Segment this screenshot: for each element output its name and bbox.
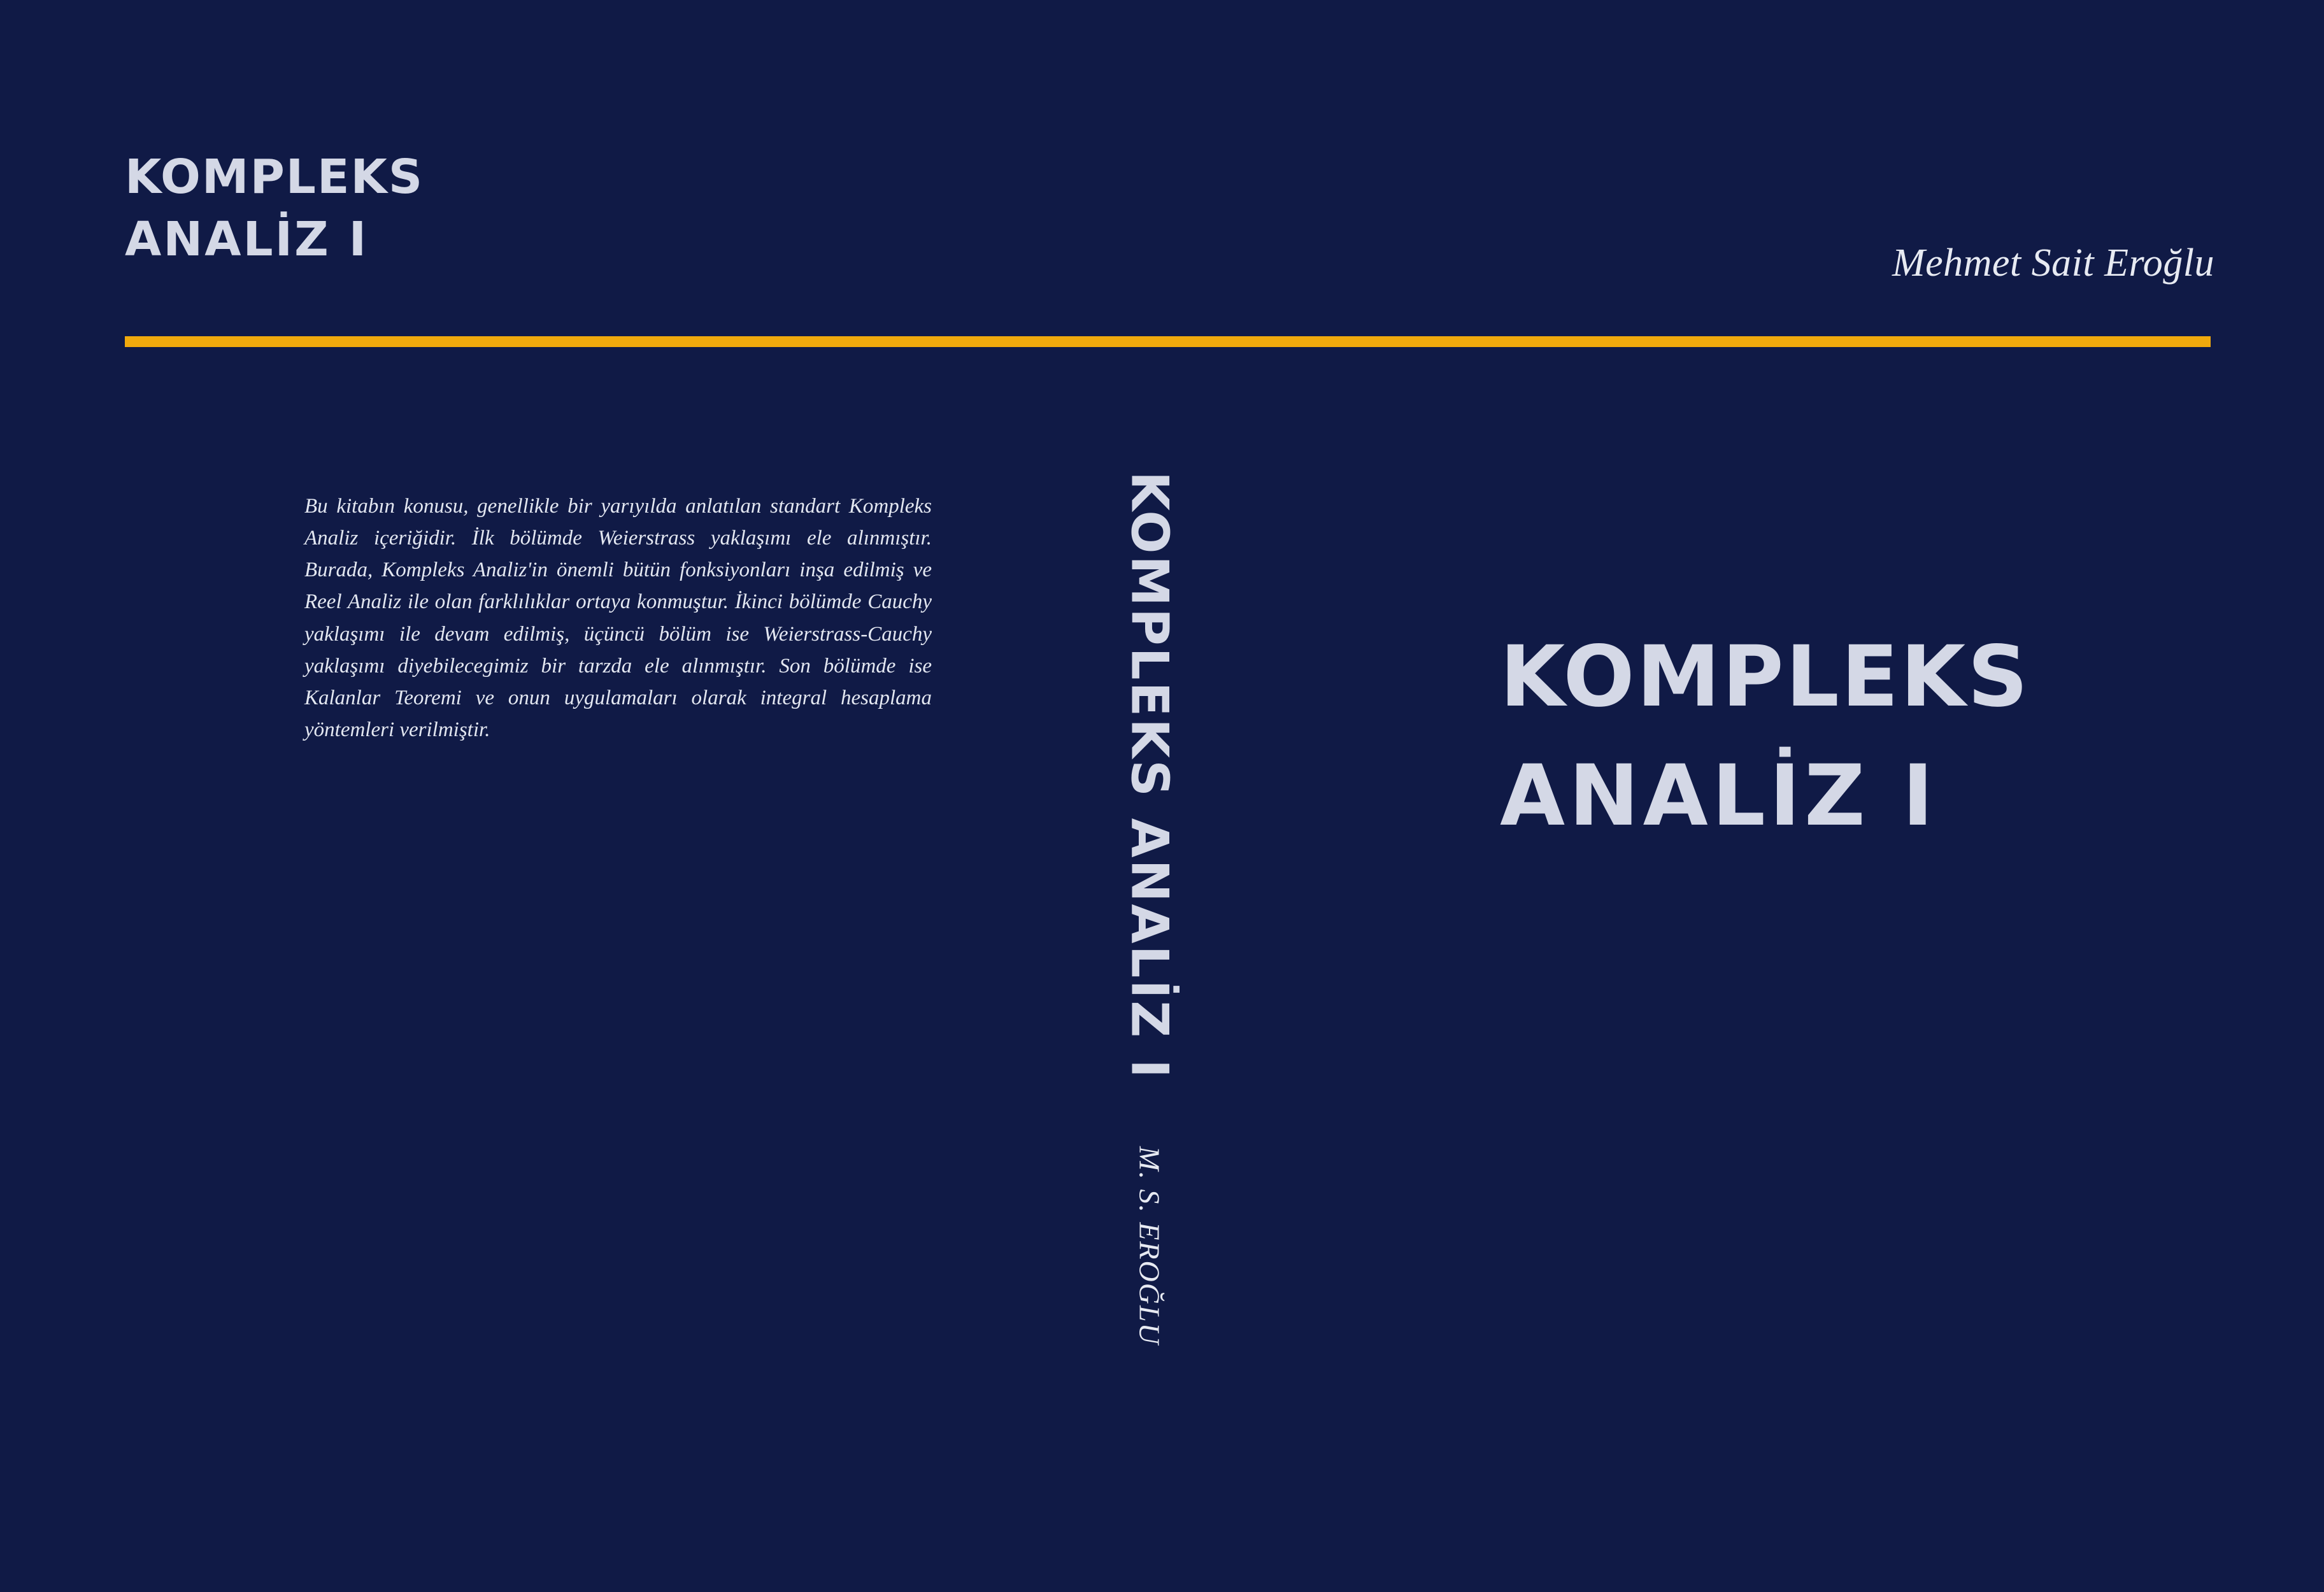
back-cover-blurb: Bu kitabın konusu, genellikle bir yarıyılda anlatılan standart Kompleks Analiz içeriğidir. İlk bölümde Weierstrass yaklaşımı ele alınmıştır. Burada, Kompleks Analiz'in önemli bütün fonksiyonları inşa edilmiş ve Reel Analiz ile olan farklılıklar ortaya konmuştur. İkinci bölümde Cauchy yaklaşımı ile devam edilmiş, üçüncü bölüm ise Weierstrass-Cauchy yaklaşımı diyebilecegimiz bir tarzda ele alınmıştır. Son bölümde ise Kalanlar Teoremi ve onun uygulamaları olarak integral hesaplama yöntemleri verilmiştir.	[304, 495, 932, 742]
author-name: Mehmet Sait Eroğlu	[1892, 241, 2214, 285]
gold-divider-rule	[125, 336, 2211, 347]
spine-title: KOMPLEKS ANALİZ I	[1120, 471, 1180, 1080]
back-cover-title	[125, 146, 424, 271]
front-cover-title-line1: KOMPLEKS	[1500, 628, 2030, 726]
front-cover-title-line2: ANALİZ I	[1500, 747, 1937, 846]
back-cover-title-line1: KOMPLEKS	[125, 150, 424, 204]
spine-author: M. S. EROĞLU	[1133, 1146, 1166, 1346]
back-cover-title-line2: ANALİZ I	[125, 211, 369, 267]
spine	[1076, 471, 1223, 1426]
front-cover-title	[1500, 618, 2232, 856]
